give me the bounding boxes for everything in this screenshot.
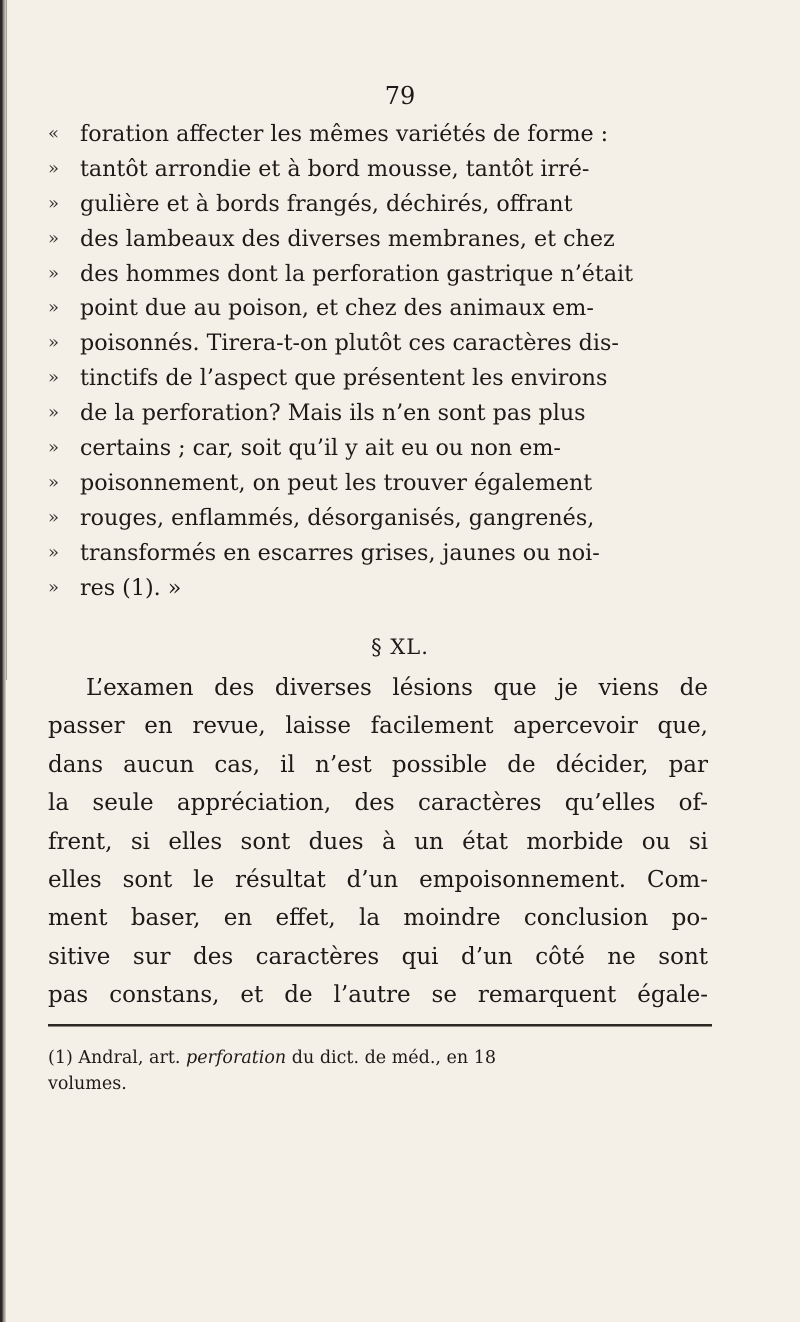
quote-mark: » bbox=[48, 402, 60, 424]
quoted-passage bbox=[48, 117, 688, 605]
quoted-line-text: certains ; car, soit qu’il y ait eu ou non em- bbox=[80, 435, 561, 462]
quote-mark: » bbox=[48, 157, 60, 179]
quote-mark: » bbox=[48, 541, 60, 563]
quoted-line-text: rouges, enflammés, désorganisés, gangrenés, bbox=[80, 504, 595, 531]
body-line: ment baser, en effet, la moindre conclusion po- bbox=[48, 905, 708, 932]
body-line: elles sont le résultat d’un empoisonnement. Com- bbox=[48, 866, 708, 893]
quoted-line-text: res (1). » bbox=[80, 574, 182, 601]
quoted-line-text: gulière et à bords frangés, déchirés, offrant bbox=[80, 190, 573, 217]
footnote-continuation: volumes. bbox=[48, 1074, 127, 1094]
quoted-line-text: poisonnés. Tirera-t-on plutôt ces caractères dis- bbox=[80, 330, 619, 357]
body-line: frent, si elles sont dues à un état morbide ou si bbox=[48, 828, 708, 855]
quoted-line bbox=[48, 501, 688, 536]
quoted-line-text: de la perforation? Mais ils n’en sont pas plus bbox=[80, 400, 586, 427]
page-number: 79 bbox=[384, 82, 416, 110]
quote-mark: » bbox=[48, 471, 60, 493]
quote-mark: » bbox=[48, 437, 60, 459]
quoted-line-text: tantôt arrondie et à bord mousse, tantôt irré- bbox=[80, 155, 590, 182]
quote-mark: » bbox=[48, 332, 60, 354]
quoted-line bbox=[48, 117, 688, 152]
quote-mark: » bbox=[48, 227, 60, 249]
body-paragraph bbox=[48, 669, 708, 1015]
quoted-line bbox=[48, 396, 688, 431]
footnote-line bbox=[48, 1045, 712, 1071]
footnote-divider bbox=[48, 1024, 712, 1027]
quoted-line bbox=[48, 187, 688, 222]
body-line: pas constans, et de l’autre se remarquent égale- bbox=[48, 982, 708, 1009]
section-heading: § XL. bbox=[371, 635, 429, 659]
quoted-line bbox=[48, 291, 688, 326]
quoted-line bbox=[48, 361, 688, 396]
footnote-reference: du dict. de méd., en 18 bbox=[291, 1048, 496, 1068]
quoted-line-text: point due au poison, et chez des animaux em- bbox=[80, 295, 594, 322]
quote-mark: » bbox=[48, 192, 60, 214]
quote-mark: » bbox=[48, 297, 60, 319]
quote-mark: « bbox=[48, 123, 60, 144]
footnote-italic-title: perforation bbox=[186, 1048, 287, 1068]
footnote-art: art. bbox=[149, 1048, 181, 1068]
body-line: sitive sur des caractères qui d’un côté ne sont bbox=[48, 943, 708, 970]
footnote-line bbox=[48, 1071, 712, 1097]
quoted-line-text: des lambeaux des diverses membranes, et chez bbox=[80, 225, 615, 252]
body-line: la seule appréciation, des caractères qu’elles of- bbox=[48, 790, 708, 817]
quoted-line bbox=[48, 326, 688, 361]
quote-mark: » bbox=[48, 367, 60, 389]
quote-mark: » bbox=[48, 576, 60, 598]
footnote bbox=[48, 1045, 712, 1097]
quoted-line-text: tinctifs de l’aspect que présentent les environs bbox=[80, 365, 608, 392]
body-line: passer en revue, laisse facilement apercevoir que, bbox=[48, 713, 708, 740]
footnote-author: Andral, bbox=[78, 1048, 144, 1068]
quote-mark: » bbox=[48, 506, 60, 528]
footnote-marker: (1) bbox=[48, 1048, 73, 1068]
quote-mark: » bbox=[48, 262, 60, 284]
quoted-line bbox=[48, 431, 688, 466]
quoted-line bbox=[48, 571, 688, 606]
quoted-line bbox=[48, 536, 688, 571]
quoted-line-text: foration affecter les mêmes variétés de forme : bbox=[80, 121, 609, 147]
quoted-line bbox=[48, 466, 688, 501]
quoted-line-text: des hommes dont la perforation gastrique n’était bbox=[80, 260, 634, 287]
quoted-line-text: poisonnement, on peut les trouver également bbox=[80, 469, 593, 496]
quoted-line bbox=[48, 152, 688, 187]
quoted-line bbox=[48, 222, 688, 257]
body-line: L’examen des diverses lésions que je viens de bbox=[86, 675, 708, 701]
body-line: dans aucun cas, il n’est possible de décider, par bbox=[48, 751, 708, 778]
quoted-line-text: transformés en escarres grises, jaunes ou noi- bbox=[80, 539, 600, 566]
quoted-line bbox=[48, 257, 688, 292]
